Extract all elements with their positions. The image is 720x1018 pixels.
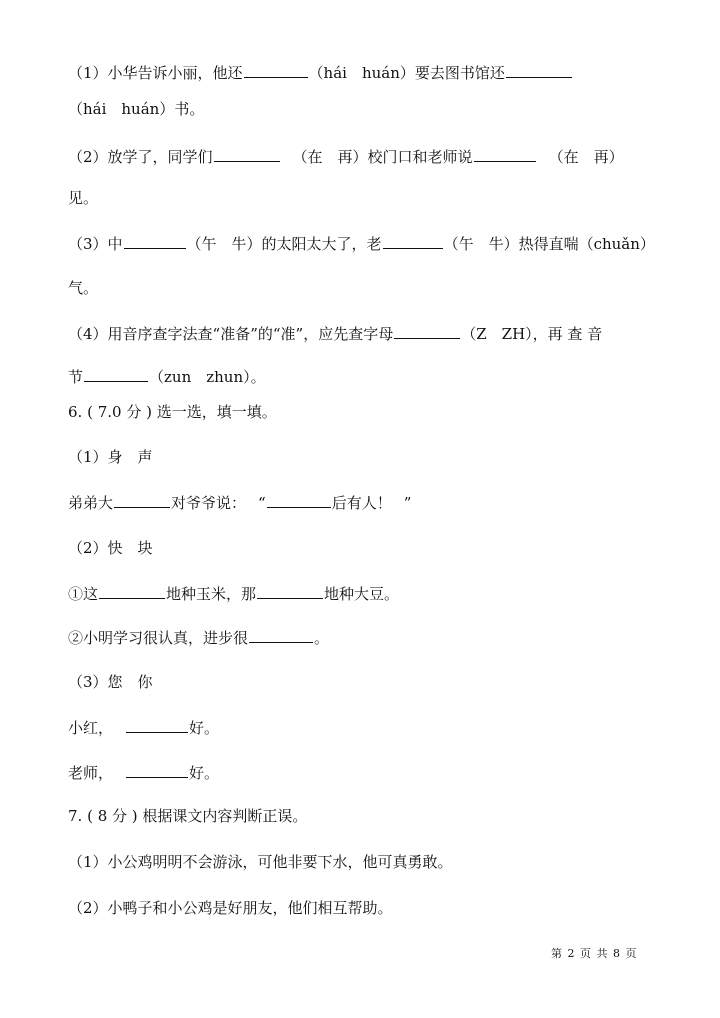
answer-blank[interactable]	[474, 146, 536, 162]
answer-blank[interactable]	[124, 233, 186, 249]
page-number: 第 2 页 共 8 页	[551, 947, 638, 960]
q6-part2-text-d: ②小明学习很认真，进步很	[68, 629, 249, 647]
q6-part1-text-d: 后有人！	[331, 494, 392, 512]
q5-item3-text-a: （3）中	[68, 235, 123, 253]
q7-statement-1: （1）小公鸡明明不会游泳，可他非要下水，他可真勇敢。	[68, 853, 453, 871]
q5-item2-line1	[68, 146, 624, 167]
q6-part1-text-c: “	[258, 494, 266, 512]
q5-item2-line2	[68, 188, 98, 208]
q6-part2-line1	[68, 583, 399, 604]
q6-part2-text-a: ①这	[68, 585, 99, 603]
answer-blank[interactable]	[383, 233, 443, 249]
q6-part2-text-c: 地种大豆。	[324, 585, 400, 603]
q6-part3-text-d: 好。	[189, 764, 220, 782]
q5-item1-text-b: （hái huán）要去图书馆还	[308, 64, 505, 82]
q6-part3-line1	[68, 717, 219, 738]
q6-part3-text-b: 好。	[189, 719, 220, 737]
q5-item4-text-d: （zun zhun）。	[149, 368, 266, 386]
answer-blank[interactable]	[249, 627, 313, 643]
q6-part3-text-a: 小红，	[68, 719, 114, 737]
answer-blank[interactable]	[126, 717, 188, 733]
q5-item2-text-c: （在 再）	[548, 148, 624, 166]
q5-item2-text-d: 见。	[68, 189, 99, 207]
q6-part1-text-a: 弟弟大	[68, 494, 114, 512]
answer-blank[interactable]	[257, 583, 323, 599]
answer-blank[interactable]	[506, 62, 572, 78]
q6-part3-label: （3）您 你	[68, 673, 153, 691]
q5-item3-line2	[68, 278, 98, 298]
q6-part1-label: （1）身 声	[68, 448, 153, 466]
q7-statement-2: （2）小鸭子和小公鸡是好朋友，他们相互帮助。	[68, 899, 393, 917]
q6-part1-text-e: ”	[403, 494, 412, 512]
answer-blank[interactable]	[114, 492, 170, 508]
q5-item3-line1	[68, 233, 655, 254]
answer-blank[interactable]	[99, 583, 165, 599]
answer-blank[interactable]	[214, 146, 280, 162]
answer-blank[interactable]	[267, 492, 331, 508]
q5-item1-text-c: （hái huán）书。	[68, 100, 205, 118]
q6-part2-label: （2）快 块	[68, 539, 153, 557]
answer-blank[interactable]	[126, 762, 188, 778]
q6-part1-text-b: 对爷爷说：	[171, 494, 247, 512]
q6-part3-text-c: 老师，	[68, 764, 114, 782]
answer-blank[interactable]	[84, 366, 148, 382]
q5-item2-text-a: （2）放学了，同学们	[68, 148, 213, 166]
q5-item4-text-b: （Z ZH），再 查 音	[461, 325, 603, 343]
answer-blank[interactable]	[244, 62, 308, 78]
q5-item4-line2	[68, 366, 266, 387]
q6-part2-line2	[68, 627, 329, 648]
q5-item3-text-d: 气。	[68, 279, 99, 297]
q7-title: 7. ( 8 分 ) 根据课文内容判断正误。	[68, 807, 308, 825]
q5-item1-line1	[68, 62, 573, 83]
q5-item2-text-b: （在 再）校门口和老师说	[292, 148, 473, 166]
q5-item4-text-c: 节	[68, 368, 84, 386]
q6-title: 6. ( 7.0 分 ) 选一选，填一填。	[68, 403, 277, 421]
q5-item4-text-a: （4）用音序查字法查“准备”的“准”，应先查字母	[68, 325, 394, 343]
q5-item3-text-b: （午 牛）的太阳太大了，老	[186, 235, 382, 253]
q5-item1-line2	[68, 99, 204, 119]
q6-part1-sentence	[68, 492, 411, 513]
q5-item1-text-a: （1）小华告诉小丽，他还	[68, 64, 243, 82]
answer-blank[interactable]	[394, 323, 460, 339]
q6-part2-text-b: 地种玉米，那	[166, 585, 257, 603]
q6-part3-line2	[68, 762, 219, 783]
q5-item4-line1	[68, 323, 602, 344]
q5-item3-text-c: （午 牛）热得直喘（chuǎn）	[443, 235, 655, 253]
q6-part2-text-e: 。	[314, 629, 330, 647]
